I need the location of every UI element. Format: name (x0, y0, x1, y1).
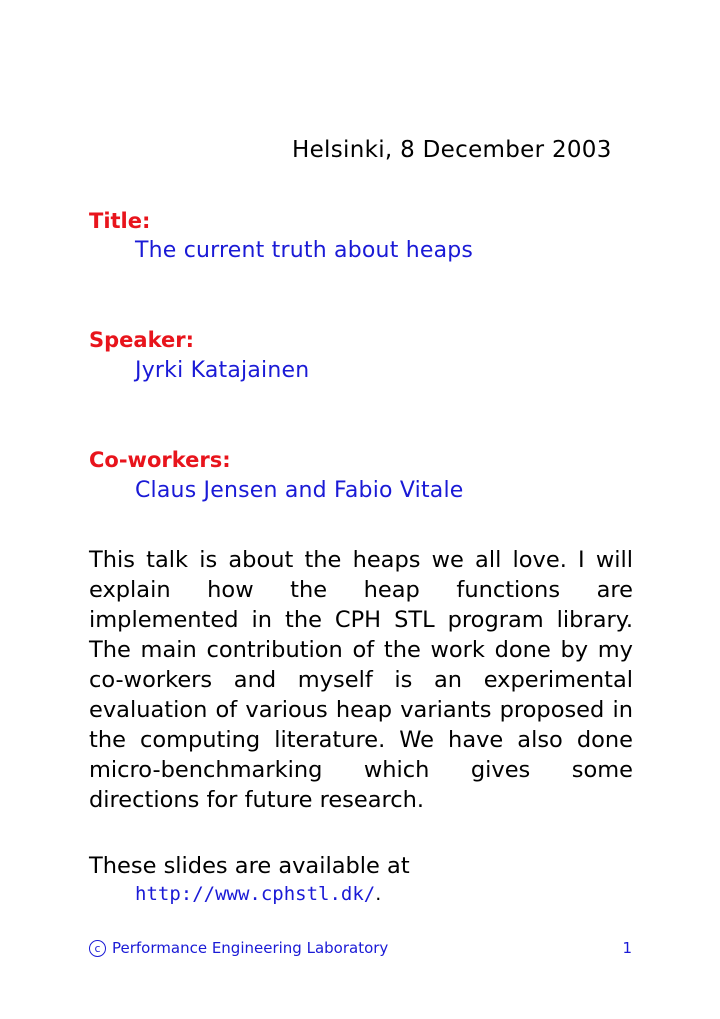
footer (89, 939, 632, 957)
talk-title: The current truth about heaps (135, 238, 474, 263)
speaker-label: Speaker: (89, 328, 194, 352)
url-suffix: . (375, 883, 382, 905)
speaker-name: Jyrki Katajainen (135, 358, 310, 383)
coworkers-label: Co-workers: (89, 448, 231, 472)
abstract-text: This talk is about the heaps we all love. I will explain how the heap functions are implemented in the CPH STL program library. The main contribution of the work done by my co-workers and myself is an experimental evaluation of various heap variants proposed in the computing literature. We have also done micro-benchmarking which gives some directions for future research. (89, 547, 633, 813)
slides-link[interactable]: http://www.cphstl.dk/ (135, 883, 376, 905)
title-label: Title: (89, 209, 151, 233)
abstract (89, 545, 633, 815)
url-line (135, 883, 381, 905)
place-date: Helsinki, 8 December 2003 (292, 137, 612, 163)
page-number: 1 (622, 939, 632, 957)
coworkers-names: Claus Jensen and Fabio Vitale (135, 478, 464, 503)
lab-name: Performance Engineering Laboratory (112, 939, 389, 957)
availability-text: These slides are available at (89, 853, 410, 879)
copyright-icon: c (89, 940, 106, 957)
footer-left (89, 939, 388, 957)
